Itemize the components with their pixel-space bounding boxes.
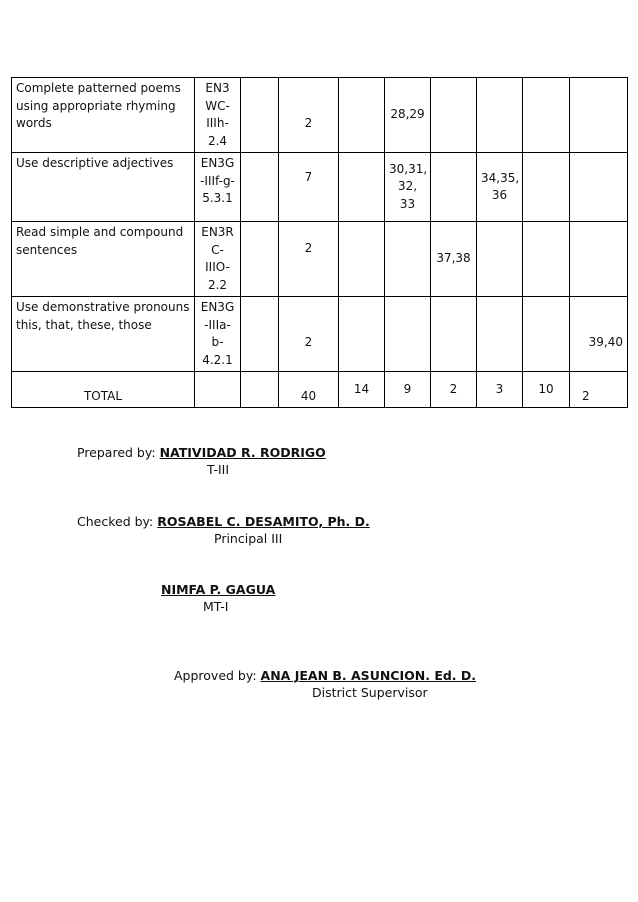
table-row [12,297,628,372]
prepared-by-line [77,444,326,461]
item-placement-cell: 37,38 [431,222,477,297]
approved-by-label: Approved by: [174,668,257,683]
prepared-by-label: Prepared by: [77,445,156,460]
third-signatory-name: NIMFA P. GAGUA [161,582,276,597]
item-placement-cell [523,297,570,372]
item-placement-cell: 39,40 [570,297,628,372]
competency-cell: Use demonstrative pronouns this, that, these, those [12,297,195,372]
item-placement-cell [477,222,523,297]
code-cell: EN3 WC-IIIh-2.4 [195,78,241,153]
third-signatory-role: MT-I [203,599,229,614]
item-placement-cell [385,222,431,297]
checked-by-role: Principal III [214,531,283,546]
item-placement-cell [385,297,431,372]
total-count-cell: 2 [431,372,477,408]
code-cell: EN3G -IIIf-g-5.3.1 [195,153,241,222]
empty-cell [241,222,279,297]
items-cell: 2 [279,78,339,153]
prepared-by-name: NATIVIDAD R. RODRIGO [159,445,326,460]
third-signatory-line [161,581,275,598]
empty-cell [195,372,241,408]
item-placement-cell [523,153,570,222]
empty-cell [241,297,279,372]
checked-by-label: Checked by: [77,514,154,529]
table-row [12,222,628,297]
items-cell: 2 [279,297,339,372]
code-cell: EN3R C-IIIO-2.2 [195,222,241,297]
item-placement-cell [570,153,628,222]
empty-cell [241,372,279,408]
item-placement-cell: 30,31, 32, 33 [385,153,431,222]
total-items: 40 [279,372,339,408]
total-count-cell: 10 [523,372,570,408]
table-of-specifications [11,77,628,408]
competency-cell: Read simple and compound sentences [12,222,195,297]
approved-by-role: District Supervisor [312,685,428,700]
items-cell: 7 [279,153,339,222]
item-placement-cell: 34,35, 36 [477,153,523,222]
empty-cell [339,78,385,153]
empty-cell [339,153,385,222]
total-count-cell: 3 [477,372,523,408]
item-placement-cell [477,297,523,372]
competency-cell: Complete patterned poems using appropriate rhyming words [12,78,195,153]
item-placement-cell [431,297,477,372]
competency-cell: Use descriptive adjectives [12,153,195,222]
table-row [12,78,628,153]
approved-by-line [174,667,476,684]
item-placement-cell [523,222,570,297]
item-placement-cell: 28,29 [385,78,431,153]
item-placement-cell [431,153,477,222]
empty-cell [339,297,385,372]
empty-cell [241,153,279,222]
item-placement-cell [570,78,628,153]
approved-by-name: ANA JEAN B. ASUNCION. Ed. D. [260,668,477,683]
checked-by-name: ROSABEL C. DESAMITO, Ph. D. [157,514,370,529]
code-cell: EN3G -IIIa-b-4.2.1 [195,297,241,372]
item-placement-cell [431,78,477,153]
empty-cell [241,78,279,153]
item-placement-cell [570,222,628,297]
item-placement-cell [523,78,570,153]
total-row [12,372,628,408]
total-label: TOTAL [12,372,195,408]
table-row [12,153,628,222]
items-cell: 2 [279,222,339,297]
total-count-cell: 14 [339,372,385,408]
total-count-cell: 2 [570,372,628,408]
item-placement-cell [477,78,523,153]
prepared-by-role: T-III [207,462,230,477]
total-count-cell: 9 [385,372,431,408]
empty-cell [339,222,385,297]
checked-by-line [77,513,370,530]
